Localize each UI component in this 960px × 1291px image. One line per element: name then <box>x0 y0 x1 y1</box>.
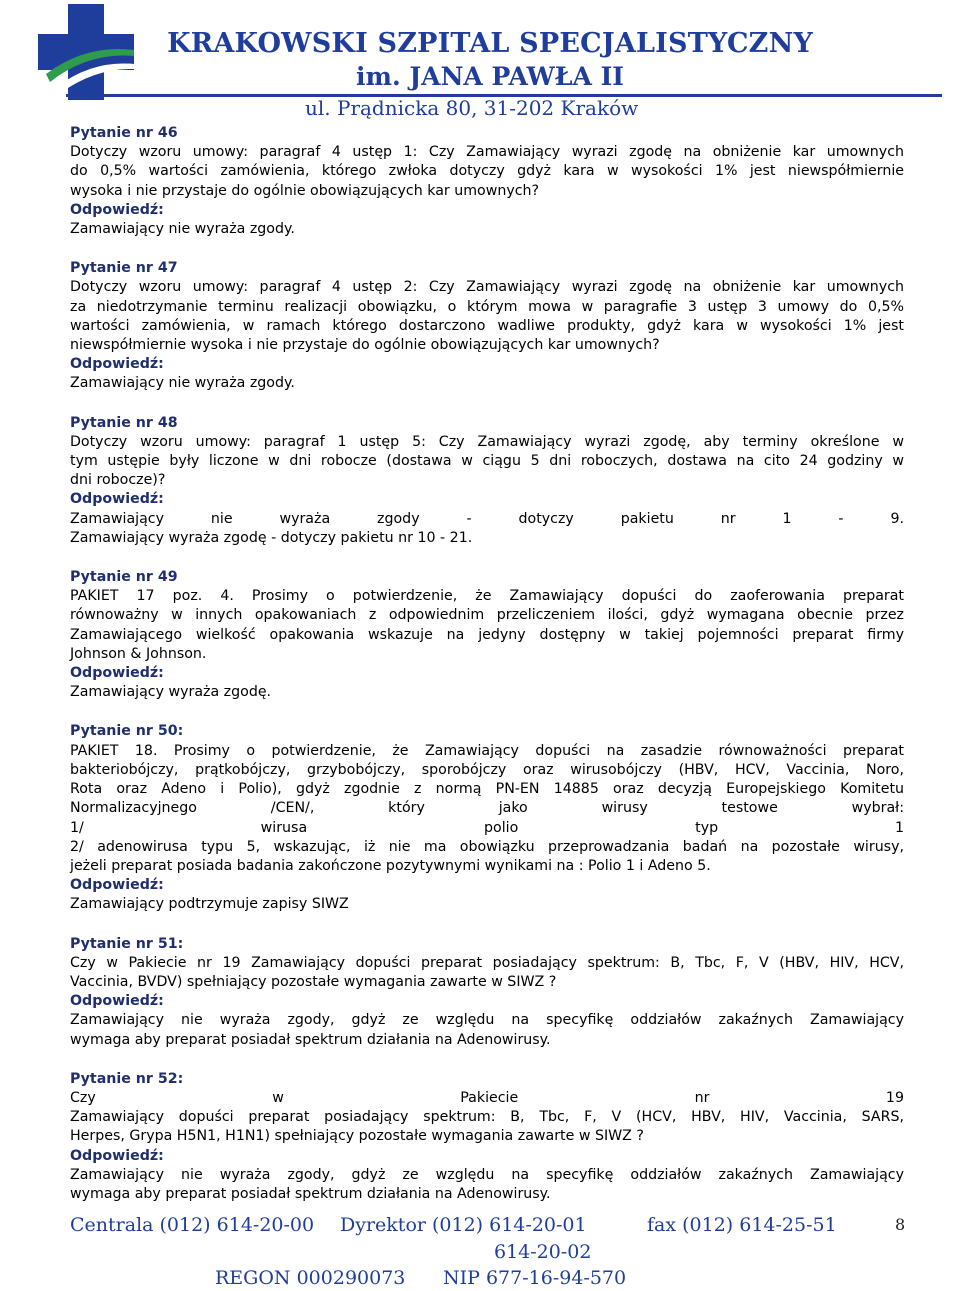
answer-text-line: wymaga aby preparat posiadał spektrum działania na Adenowirusy. <box>70 1185 551 1202</box>
question-text-line: tym ustępie były liczone w dni robocze (dostawa w ciągu 5 dni roboczych, dostawa na cito 24 godziny w <box>70 453 904 470</box>
footer-dyrektor: Dyrektor (012) 614-20-01 <box>340 1214 587 1236</box>
footer-regon: REGON 000290073 <box>215 1267 406 1289</box>
answer-text-line: wymaga aby preparat posiadał spektrum działania na Adenowirusy. <box>70 1031 551 1048</box>
question-text-line: do 0,5% wartości zamówienia, którego zwłoka dotyczy gdyż kara w wysokości 1% jest niewspółmiernie <box>70 163 904 180</box>
questions-list <box>70 124 904 1224</box>
question-block <box>70 124 904 239</box>
footer-centrala: Centrala (012) 614-20-00 <box>70 1214 315 1236</box>
question-title: Pytanie nr 49 <box>70 569 178 586</box>
hospital-name: KRAKOWSKI SZPITAL SPECJALISTYCZNY <box>167 28 813 59</box>
answer-label: Odpowiedź: <box>70 877 164 894</box>
question-block <box>70 568 904 702</box>
question-text-line: Zamawiającego wielkość opakowania wskazuje na jedyny dostępny w takiej pojemności preparat firmy <box>70 626 904 643</box>
question-title: Pytanie nr 51: <box>70 935 184 952</box>
question-text-line: Czy w Pakiecie nr 19 Zamawiający dopuści preparat posiadający spektrum: B, Tbc, F, V (HBV, HIV, HCV, <box>70 954 904 971</box>
question-text-line: Johnson & Johnson. <box>70 645 207 662</box>
page-number: 8 <box>895 1215 906 1234</box>
hospital-cross-logo-icon <box>38 4 134 100</box>
question-title: Pytanie nr 50: <box>70 723 184 740</box>
question-block <box>70 414 904 548</box>
question-text-line: Dotyczy wzoru umowy: paragraf 1 ustęp 5: Czy Zamawiający wyrazi zgodę, aby terminy określone w <box>70 433 904 450</box>
answer-text-line: Zamawiający nie wyraża zgody. <box>70 221 295 238</box>
question-text-line: Herpes, Grypa H5N1, H1N1) spełniający pozostałe wymagania zawarte w SIWZ ? <box>70 1128 644 1145</box>
question-text-line: wysoka i nie przystaje do ogólnie obowiązujących kar umownych? <box>70 182 540 199</box>
hospital-patron: im. JANA PAWŁA II <box>356 62 624 91</box>
footer-nip: NIP 677-16-94-570 <box>443 1267 627 1289</box>
question-text-line: dni robocze)? <box>70 472 166 489</box>
answer-text-line: Zamawiający nie wyraża zgody. <box>70 375 295 392</box>
answer-text-line: Zamawiający podtrzymuje zapisy SIWZ <box>70 896 349 913</box>
answer-text-line: Zamawiający wyraża zgodę. <box>70 684 272 701</box>
footer-fax: fax (012) 614-25-51 <box>647 1214 837 1236</box>
question-text-line: bakteriobójczy, prątkobójczy, grzybobójczy, sporobójczy oraz wirusobójczy (HBV, HCV, Vaccinia, Noro, <box>70 761 904 778</box>
question-text-line: Czy w Pakiecie nr 19 <box>70 1089 904 1106</box>
question-text-line: 2/ adenowirusa typu 5, wskazując, iż nie ma obowiązku przeprowadzania badań na pozostałe wirusy, <box>70 838 904 855</box>
footer-dyrektor-2: 614-20-02 <box>494 1241 592 1263</box>
question-text-line: równoważny w innych opakowaniach z odpowiednim przeliczeniem ilości, gdyż wymagana obecnie przez <box>70 607 904 624</box>
question-text-line: wartości zamówienia, w ramach którego dostarczono wadliwe produkty, gdyż kara w wysokości 1% jest <box>70 317 904 334</box>
question-title: Pytanie nr 52: <box>70 1070 184 1087</box>
question-text-line: Dotyczy wzoru umowy: paragraf 4 ustęp 2: Czy Zamawiający wyrazi zgodę na obniżenie kar umownych <box>70 279 904 296</box>
question-text-line: Vaccinia, BVDV) spełniający pozostałe wymagania zawarte w SIWZ ? <box>70 973 557 990</box>
question-title: Pytanie nr 46 <box>70 125 178 141</box>
answer-label: Odpowiedź: <box>70 665 164 682</box>
answer-label: Odpowiedź: <box>70 356 164 373</box>
question-block <box>70 935 904 1050</box>
answer-label: Odpowiedź: <box>70 491 164 508</box>
answer-text-line: Zamawiający nie wyraża zgody - dotyczy pakietu nr 1 - 9. <box>70 510 904 527</box>
question-text-line: jeżeli preparat posiada badania zakończone pozytywnymi wynikami na : Polio 1 i Adeno 5. <box>70 857 711 874</box>
answer-text-line: Zamawiający nie wyraża zgody, gdyż ze względu na specyfikę oddziałów zakaźnych Zamawiający <box>70 1166 904 1183</box>
question-block <box>70 1070 904 1204</box>
question-text-line: niewspółmiernie wysoka i nie przystaje do ogólnie obowiązujących kar umownych? <box>70 337 660 354</box>
answer-label: Odpowiedź: <box>70 993 164 1010</box>
question-text-line: 1/ wirusa polio typ 1 <box>70 819 904 836</box>
question-text-line: za niedotrzymanie terminu realizacji obowiązku, o którym mowa w paragrafie 3 ustęp 3 umowy do 0,5% <box>70 298 904 315</box>
answer-label: Odpowiedź: <box>70 201 164 218</box>
answer-text-line: Zamawiający nie wyraża zgody, gdyż ze względu na specyfikę oddziałów zakaźnych Zamawiający <box>70 1012 904 1029</box>
question-text-line: Rota oraz Adeno i Polio), gdyż zgodnie z normą PN-EN 14885 oraz decyzją Europejskiego Komitetu <box>70 781 904 798</box>
question-text-line: Normalizacyjnego /CEN/, który jako wirusy testowe wybrał: <box>70 800 904 817</box>
question-title: Pytanie nr 47 <box>70 260 178 277</box>
question-text-line: PAKIET 17 poz. 4. Prosimy o potwierdzenie, że Zamawiający dopuści do zaoferowania preparat <box>70 588 904 605</box>
question-text-line: Zamawiający dopuści preparat posiadający spektrum: B, Tbc, F, V (HCV, HBV, HIV, Vaccinia, SARS, <box>70 1109 904 1126</box>
question-title: Pytanie nr 48 <box>70 414 178 431</box>
answer-text-line: Zamawiający wyraża zgodę - dotyczy pakietu nr 10 - 21. <box>70 529 473 546</box>
question-text-line: PAKIET 18. Prosimy o potwierdzenie, że Zamawiający dopuści na zasadzie równoważności preparat <box>70 742 904 759</box>
answer-label: Odpowiedź: <box>70 1147 164 1164</box>
question-block <box>70 722 904 914</box>
question-block <box>70 259 904 393</box>
question-text-line: Dotyczy wzoru umowy: paragraf 4 ustęp 1: Czy Zamawiający wyrazi zgodę na obniżenie kar umownych <box>70 144 904 161</box>
hospital-address: ul. Prądnicka 80, 31-202 Kraków <box>305 96 639 120</box>
